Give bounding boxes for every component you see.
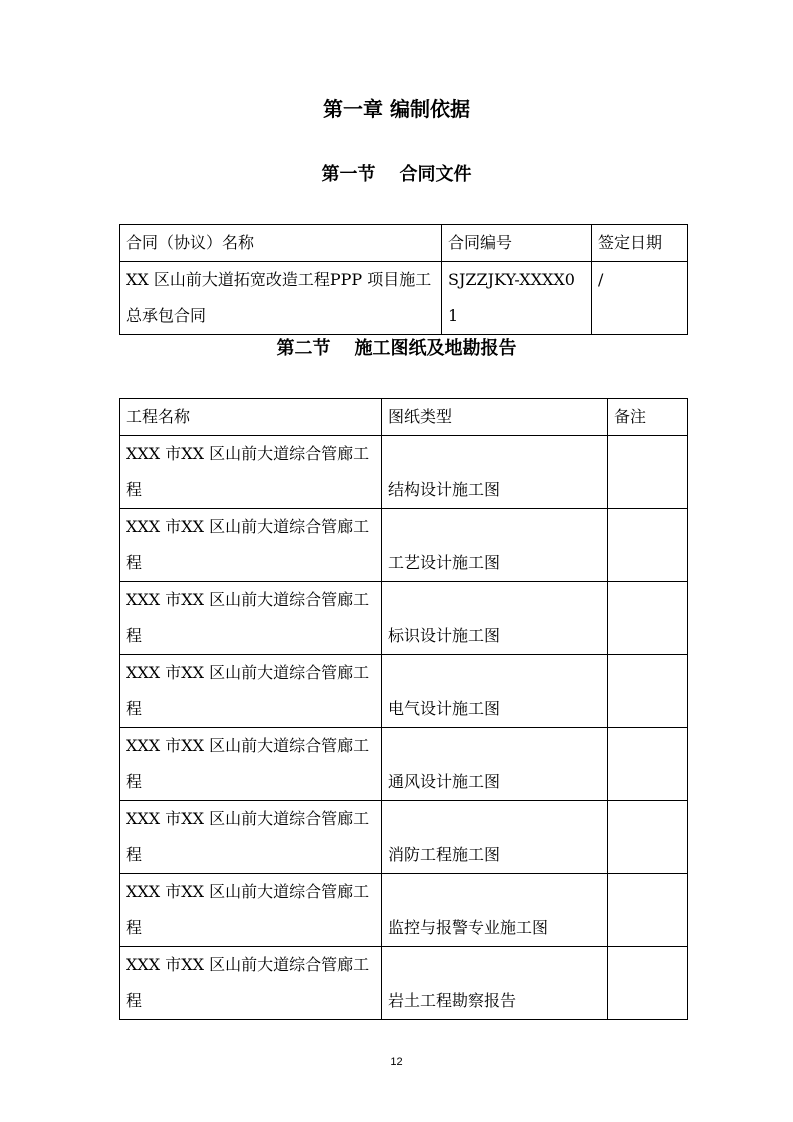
project-name-cell: XXX 市XX 区山前大道综合管廊工程	[120, 874, 382, 947]
drawing-type-cell: 消防工程施工图	[382, 801, 608, 874]
project-name-cell: XXX 市XX 区山前大道综合管廊工程	[120, 801, 382, 874]
page-number: 12	[390, 1056, 403, 1068]
table-row	[120, 509, 688, 582]
column-header-contract-number: 合同编号	[442, 225, 592, 262]
drawing-type-cell: 监控与报警专业施工图	[382, 874, 608, 947]
remarks-cell	[608, 509, 688, 582]
table-row	[120, 655, 688, 728]
section-1-title	[0, 161, 793, 189]
remarks-cell	[608, 582, 688, 655]
contract-number-cell: SJZZJKY-XXXX01	[442, 262, 592, 335]
remarks-cell	[608, 655, 688, 728]
project-name-cell: XXX 市XX 区山前大道综合管廊工程	[120, 655, 382, 728]
remarks-cell	[608, 874, 688, 947]
drawing-type-cell: 工艺设计施工图	[382, 509, 608, 582]
column-header-contract-name: 合同（协议）名称	[120, 225, 442, 262]
table-row	[120, 262, 688, 335]
column-header-sign-date: 签定日期	[592, 225, 688, 262]
drawing-table	[119, 398, 688, 1020]
column-header-project-name: 工程名称	[120, 399, 382, 436]
table-header-row	[120, 225, 688, 262]
section-2-number: 第二节	[276, 338, 331, 359]
table-row	[120, 947, 688, 1020]
table-row	[120, 728, 688, 801]
contract-table	[119, 224, 688, 335]
project-name-cell: XXX 市XX 区山前大道综合管廊工程	[120, 582, 382, 655]
table-header-row	[120, 399, 688, 436]
drawing-type-cell: 标识设计施工图	[382, 582, 608, 655]
remarks-cell	[608, 728, 688, 801]
drawing-type-cell: 电气设计施工图	[382, 655, 608, 728]
sign-date-cell: /	[592, 262, 688, 335]
table-row	[120, 874, 688, 947]
table-row	[120, 801, 688, 874]
column-header-remarks: 备注	[608, 399, 688, 436]
remarks-cell	[608, 801, 688, 874]
drawing-type-cell: 结构设计施工图	[382, 436, 608, 509]
table-row	[120, 582, 688, 655]
drawing-type-cell: 通风设计施工图	[382, 728, 608, 801]
project-name-cell: XXX 市XX 区山前大道综合管廊工程	[120, 728, 382, 801]
remarks-cell	[608, 436, 688, 509]
table-row	[120, 436, 688, 509]
remarks-cell	[608, 947, 688, 1020]
section-1-heading: 合同文件	[399, 164, 472, 185]
chapter-title: 第一章 编制依据	[323, 97, 470, 121]
column-header-drawing-type: 图纸类型	[382, 399, 608, 436]
section-2-heading: 施工图纸及地勘报告	[354, 338, 517, 359]
project-name-cell: XXX 市XX 区山前大道综合管廊工程	[120, 509, 382, 582]
project-name-cell: XXX 市XX 区山前大道综合管廊工程	[120, 947, 382, 1020]
drawing-type-cell: 岩土工程勘察报告	[382, 947, 608, 1020]
project-name-cell: XXX 市XX 区山前大道综合管廊工程	[120, 436, 382, 509]
section-1-number: 第一节	[321, 164, 376, 185]
section-2-title	[0, 335, 793, 363]
contract-name-cell: XX 区山前大道拓宽改造工程PPP 项目施工总承包合同	[120, 262, 442, 335]
